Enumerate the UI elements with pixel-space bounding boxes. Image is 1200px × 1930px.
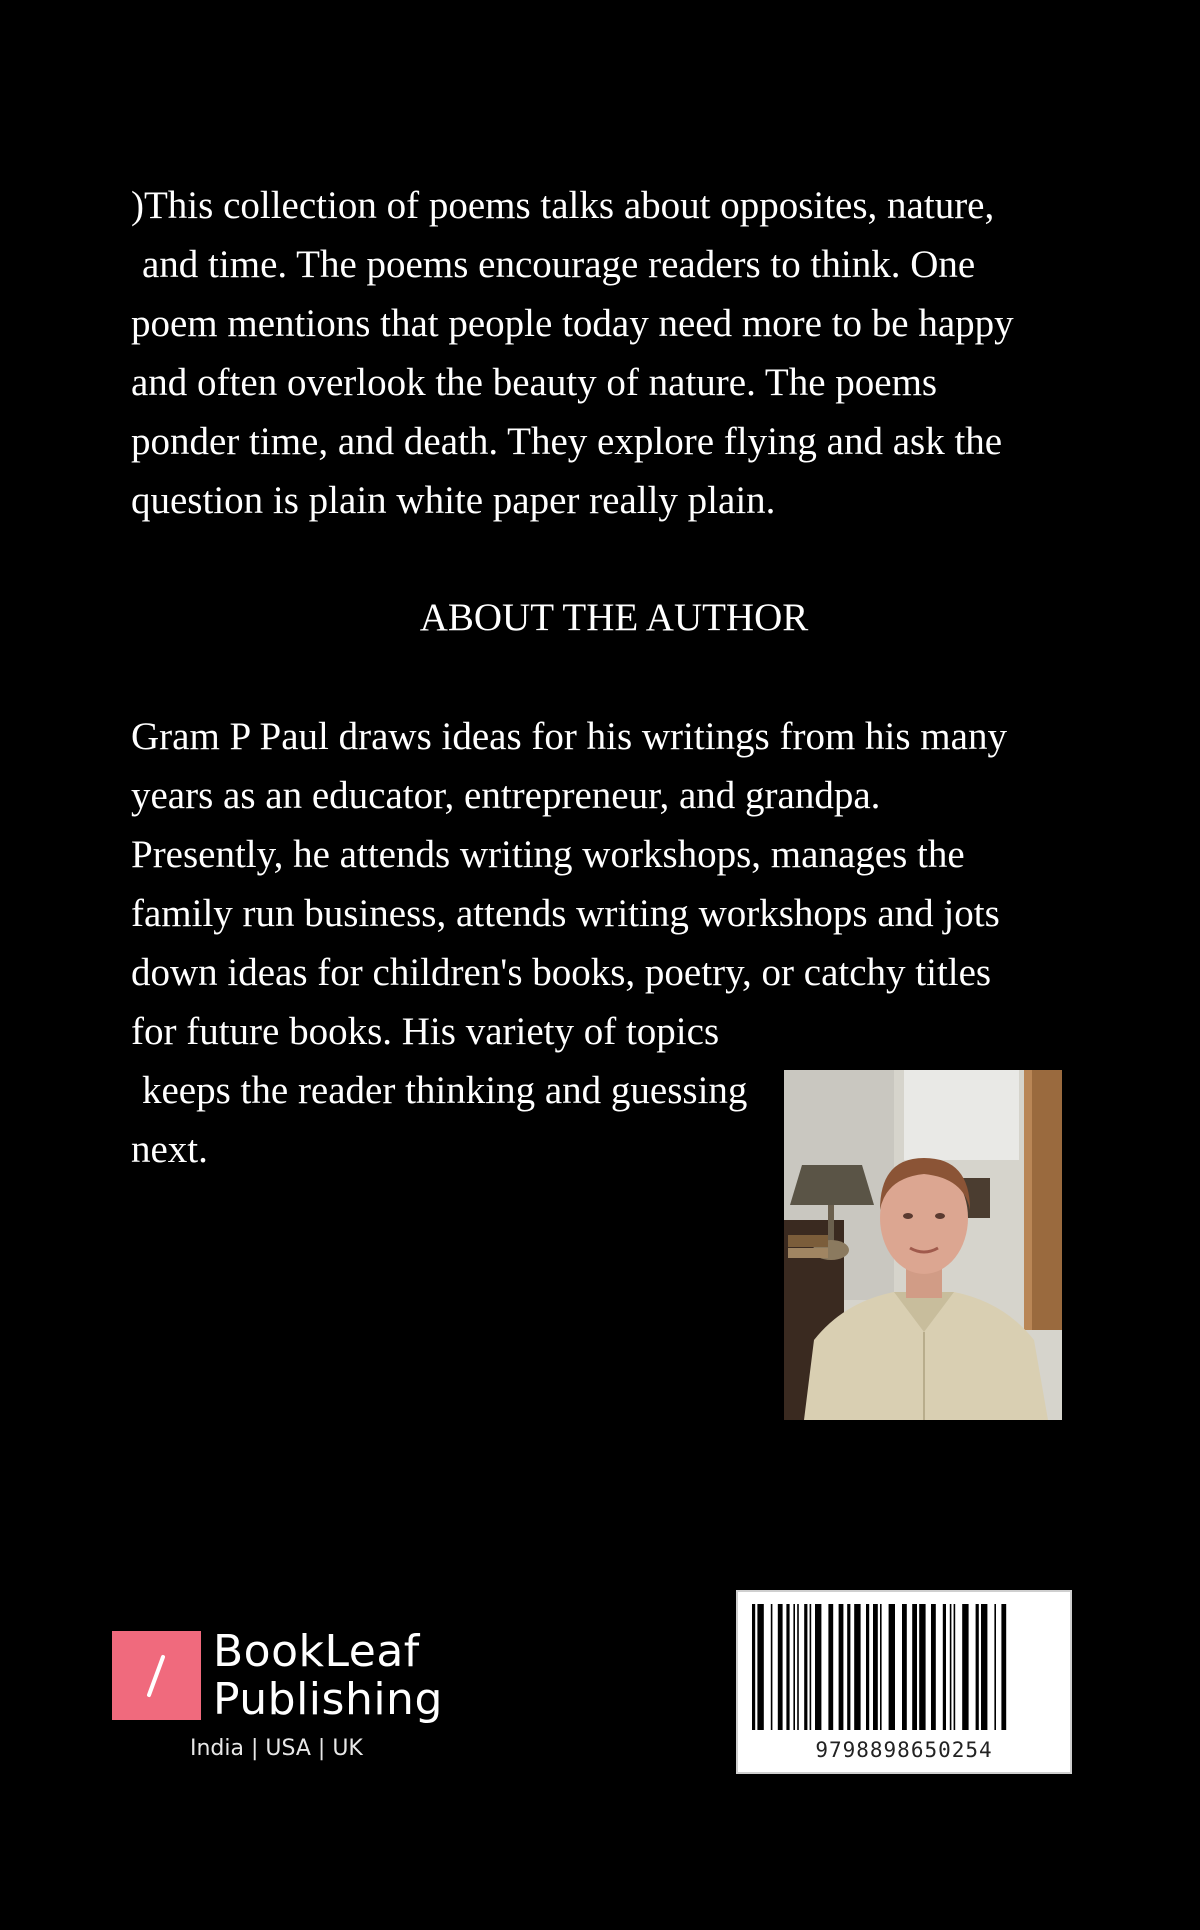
blurb-line: question is plain white paper really plain. <box>131 479 776 522</box>
barcode-bar <box>797 1604 799 1730</box>
barcode-bar <box>880 1604 882 1730</box>
barcode-bar <box>847 1604 850 1730</box>
bio-line: years as an educator, entrepreneur, and grandpa. <box>131 774 881 817</box>
barcode-bar <box>981 1604 987 1730</box>
bio-line: Presently, he attends writing workshops, manages the <box>131 833 965 876</box>
barcode-bar <box>771 1604 773 1730</box>
barcode-bar <box>866 1604 869 1730</box>
bio-line: down ideas for children's books, poetry, or catchy titles <box>131 951 992 994</box>
publisher-logo <box>112 1628 512 1768</box>
publisher-name-line: Publishing <box>213 1674 443 1725</box>
barcode-bar <box>752 1604 755 1730</box>
book-blurb <box>131 176 1014 530</box>
blurb-line: ponder time, and death. They explore flying and ask the <box>131 420 1003 463</box>
barcode-bar <box>962 1604 968 1730</box>
barcode-bar <box>786 1604 789 1730</box>
barcode-bar <box>839 1604 844 1730</box>
barcode-bar <box>873 1604 878 1730</box>
bio-line: next. <box>131 1128 208 1171</box>
isbn-barcode <box>736 1590 1072 1774</box>
barcode-bar <box>976 1604 979 1730</box>
about-author-heading: ABOUT THE AUTHOR <box>419 596 809 639</box>
publisher-name <box>213 1628 443 1724</box>
barcode-bar <box>902 1604 907 1730</box>
barcode-bar <box>919 1604 925 1730</box>
barcode-bar <box>757 1604 763 1730</box>
barcode-bar <box>854 1604 860 1730</box>
barcode-bar <box>828 1604 833 1730</box>
barcode-bars <box>750 1604 1060 1730</box>
barcode-bar <box>889 1604 895 1730</box>
author-photo <box>784 1070 1062 1420</box>
publisher-name-line: BookLeaf <box>213 1626 420 1677</box>
barcode-bar <box>931 1604 936 1730</box>
barcode-bar <box>912 1604 917 1730</box>
bio-line: keeps the reader thinking and guessing <box>142 1069 748 1112</box>
bio-line: for future books. His variety of topics <box>131 1010 720 1053</box>
barcode-bar <box>943 1604 946 1730</box>
bio-line: family run business, attends writing workshops and jots <box>131 892 1000 935</box>
barcode-bar <box>815 1604 821 1730</box>
barcode-bar <box>778 1604 783 1730</box>
barcode-bar <box>954 1604 956 1730</box>
blurb-line: and time. The poems encourage readers to think. One <box>142 243 976 286</box>
blurb-line: and often overlook the beauty of nature. The poems <box>131 361 938 404</box>
barcode-bar <box>950 1604 952 1730</box>
publisher-regions: India | USA | UK <box>190 1736 363 1761</box>
barcode-bar <box>804 1604 807 1730</box>
slash-logo-icon <box>112 1631 201 1720</box>
barcode-bar <box>793 1604 795 1730</box>
bio-line: Gram P Paul draws ideas for his writings from his many <box>131 715 1007 758</box>
blurb-line: poem mentions that people today need more to be happy <box>131 302 1014 345</box>
barcode-bar <box>1001 1604 1006 1730</box>
barcode-bar <box>994 1604 996 1730</box>
blurb-line: )This collection of poems talks about opposites, nature, <box>131 184 995 227</box>
barcode-bar <box>810 1604 812 1730</box>
isbn-number: 9798898650254 <box>815 1738 993 1762</box>
